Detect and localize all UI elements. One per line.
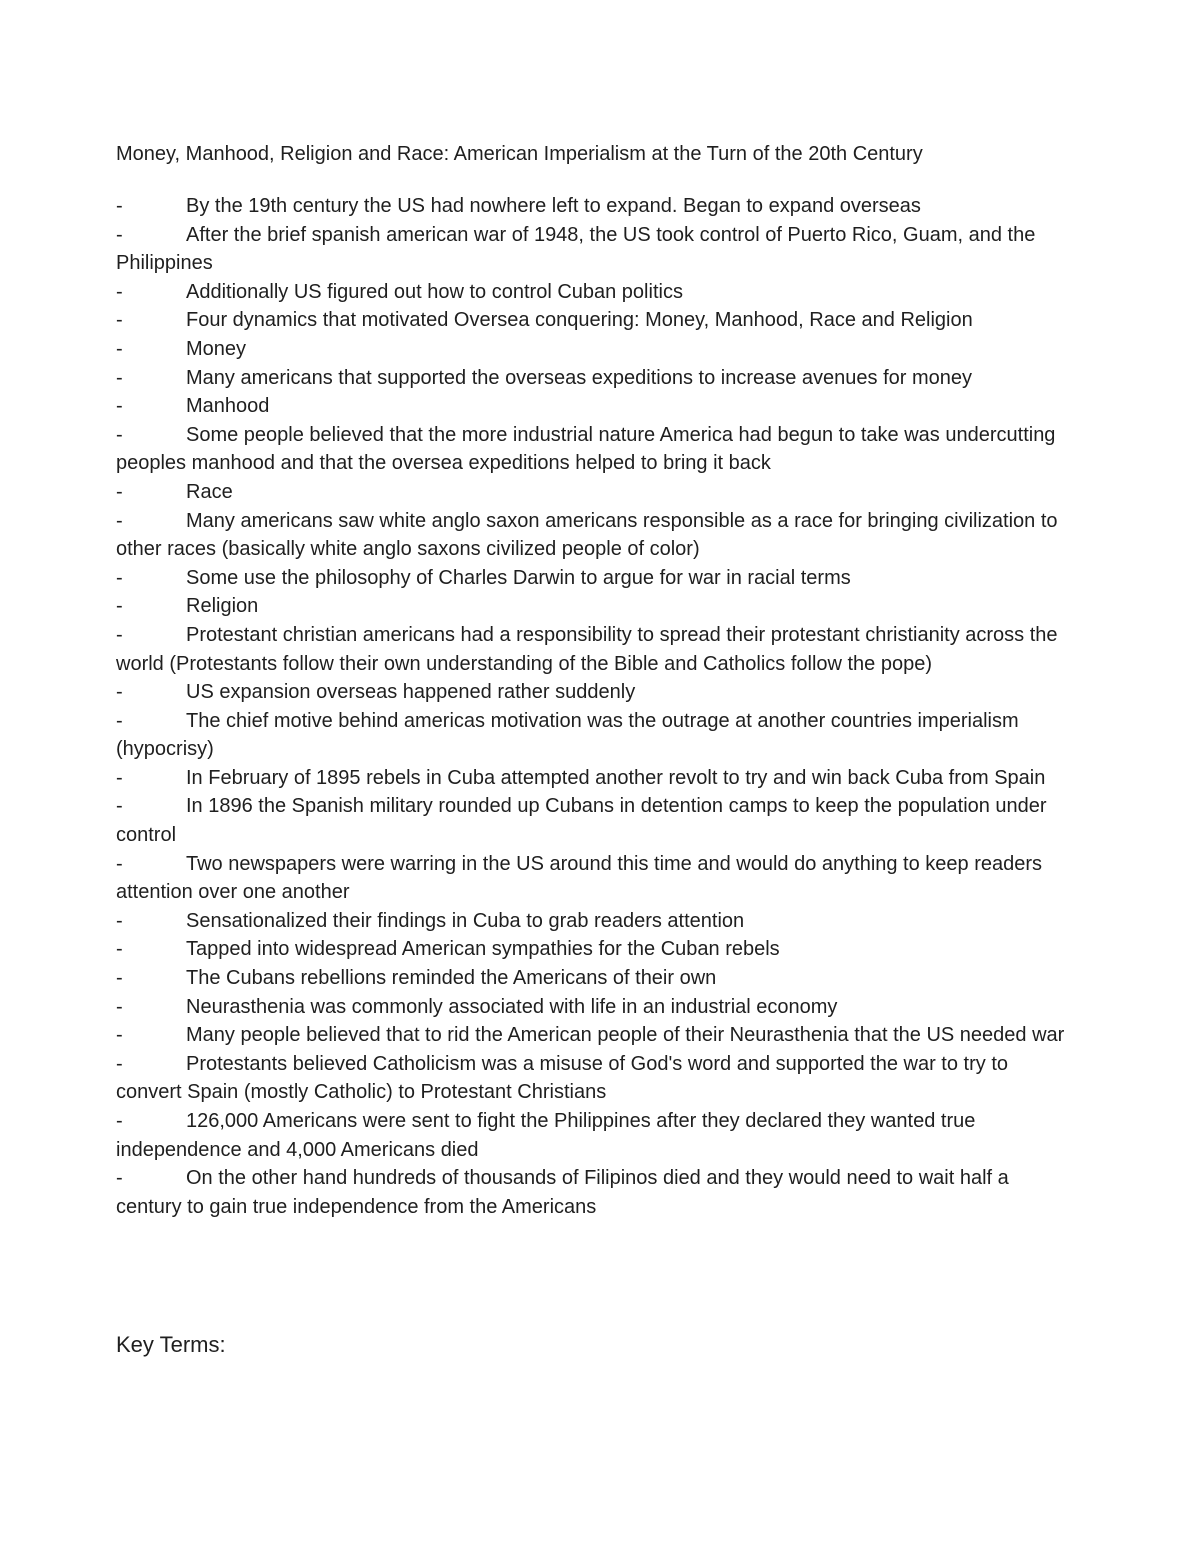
note-item bbox=[116, 421, 1076, 478]
note-item bbox=[116, 621, 1076, 678]
note-item bbox=[116, 278, 1076, 307]
bullet-dash: - bbox=[116, 395, 123, 418]
note-text: After the brief spanish american war of 1948, the US took control of Puerto Rico, Guam, and the Philippines bbox=[116, 223, 1036, 275]
note-text: Two newspapers were warring in the US around this time and would do anything to keep readers attention over one another bbox=[116, 852, 1043, 904]
bullet-dash: - bbox=[116, 195, 123, 217]
note-text: Protestant christian americans had a responsibility to spread their protestant christianity across the world (Protestants follow their own understanding of the Bible and Catholics follow the pope) bbox=[116, 623, 1058, 675]
note-item bbox=[116, 507, 1076, 564]
note-text: US expansion overseas happened rather suddenly bbox=[186, 681, 636, 704]
note-text: Many people believed that to rid the American people of their Neurasthenia that the US needed war bbox=[186, 1024, 1065, 1047]
note-item bbox=[116, 592, 1076, 621]
bullet-dash: - bbox=[116, 423, 123, 446]
bullet-dash: - bbox=[116, 566, 123, 589]
bullet-dash: - bbox=[116, 1110, 123, 1132]
bullet-dash: - bbox=[116, 623, 123, 646]
bullet-dash: - bbox=[116, 709, 123, 732]
note-text: By the 19th century the US had nowhere left to expand. Began to expand overseas bbox=[186, 195, 921, 217]
note-text: Tapped into widespread American sympathies for the Cuban rebels bbox=[186, 938, 780, 961]
key-terms-heading: Key Terms: bbox=[116, 1332, 226, 1357]
bullet-dash: - bbox=[116, 795, 123, 818]
note-item bbox=[116, 392, 1076, 421]
note-text: 126,000 Americans were sent to fight the Philippines after they declared they wanted true independence and 4,000 Americans died bbox=[116, 1110, 976, 1161]
note-item bbox=[116, 221, 1076, 278]
bullet-dash: - bbox=[116, 938, 123, 961]
note-text: The Cubans rebellions reminded the Americans of their own bbox=[186, 967, 717, 990]
bullet-dash: - bbox=[116, 337, 123, 360]
note-item bbox=[116, 935, 1076, 964]
note-text: Neurasthenia was commonly associated with life in an industrial economy bbox=[186, 995, 838, 1018]
note-item bbox=[116, 478, 1076, 507]
note-text: Race bbox=[186, 480, 233, 503]
note-item bbox=[116, 1164, 1076, 1221]
note-text: Some use the philosophy of Charles Darwin to argue for war in racial terms bbox=[186, 566, 851, 589]
bullet-dash: - bbox=[116, 766, 123, 789]
bullet-dash: - bbox=[116, 223, 123, 246]
note-text: In February of 1895 rebels in Cuba attempted another revolt to try and win back Cuba from Spain bbox=[186, 766, 1046, 789]
bullet-dash: - bbox=[116, 681, 123, 704]
bullet-dash: - bbox=[116, 366, 123, 389]
note-item bbox=[116, 792, 1076, 849]
note-text: Many americans saw white anglo saxon americans responsible as a race for bringing civilization to other races (basically white anglo saxons civilized people of color) bbox=[116, 509, 1058, 561]
note-text: The chief motive behind americas motivation was the outrage at another countries imperialism (hypocrisy) bbox=[116, 709, 1019, 761]
bullet-dash: - bbox=[116, 509, 123, 532]
bullet-dash: - bbox=[116, 1167, 123, 1190]
notes-list bbox=[116, 192, 1076, 1221]
note-item bbox=[116, 364, 1076, 393]
note-item bbox=[116, 192, 1076, 221]
bullet-dash: - bbox=[116, 909, 123, 932]
bullet-dash: - bbox=[116, 1024, 123, 1047]
note-item bbox=[116, 564, 1076, 593]
bullet-dash: - bbox=[116, 967, 123, 990]
note-item bbox=[116, 764, 1076, 793]
note-text: Some people believed that the more industrial nature America had begun to take was undercutting peoples manhood and that the oversea expeditions helped to bring it back bbox=[116, 423, 1056, 475]
note-item bbox=[116, 306, 1076, 335]
note-item bbox=[116, 707, 1076, 764]
bullet-dash: - bbox=[116, 309, 123, 332]
bullet-dash: - bbox=[116, 1052, 123, 1075]
note-item bbox=[116, 907, 1076, 936]
note-item bbox=[116, 678, 1076, 707]
bullet-dash: - bbox=[116, 995, 123, 1018]
note-text: On the other hand hundreds of thousands of Filipinos died and they would need to wait half a century to gain true independence from the Americans bbox=[116, 1167, 1009, 1218]
note-text: Many americans that supported the overseas expeditions to increase avenues for money bbox=[186, 366, 972, 389]
bullet-dash: - bbox=[116, 852, 123, 875]
document-title: Money, Manhood, Religion and Race: American Imperialism at the Turn of the 20th Century bbox=[116, 143, 923, 165]
note-item bbox=[116, 1050, 1076, 1107]
bullet-dash: - bbox=[116, 480, 123, 503]
note-item bbox=[116, 1021, 1076, 1050]
note-item bbox=[116, 1107, 1076, 1164]
bullet-dash: - bbox=[116, 280, 123, 303]
note-text: Manhood bbox=[186, 395, 270, 418]
note-text: Protestants believed Catholicism was a misuse of God's word and supported the war to try to convert Spain (mostly Catholic) to Protestant Christians bbox=[116, 1052, 1008, 1104]
note-item bbox=[116, 850, 1076, 907]
note-item bbox=[116, 335, 1076, 364]
note-text: Additionally US figured out how to control Cuban politics bbox=[186, 280, 683, 303]
bullet-dash: - bbox=[116, 595, 123, 618]
note-text: Money bbox=[186, 337, 247, 360]
note-text: Sensationalized their findings in Cuba to grab readers attention bbox=[186, 909, 745, 932]
note-text: Religion bbox=[186, 595, 259, 618]
note-text: In 1896 the Spanish military rounded up Cubans in detention camps to keep the population under control bbox=[116, 795, 1047, 847]
note-item bbox=[116, 993, 1076, 1022]
note-text: Four dynamics that motivated Oversea conquering: Money, Manhood, Race and Religion bbox=[186, 309, 973, 332]
note-item bbox=[116, 964, 1076, 993]
